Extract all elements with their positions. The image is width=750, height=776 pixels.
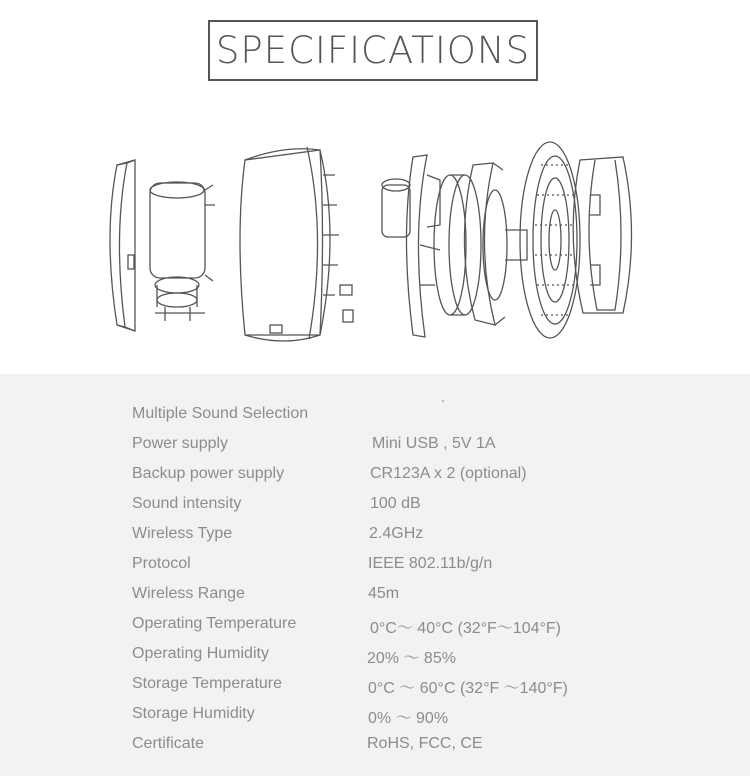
title-box [208, 20, 538, 81]
spec-label: Storage Humidity [132, 705, 255, 722]
spec-value: 0°C ～ 60°C (32°F ～140°F) [368, 680, 568, 697]
spec-label: Multiple Sound Selection [132, 405, 309, 422]
spec-row [132, 461, 652, 491]
spec-row [132, 701, 652, 731]
spec-value: 45m [368, 585, 400, 602]
spec-value: IEEE 802.11b/g/n [368, 555, 493, 572]
spec-row [132, 581, 652, 611]
spec-label: Wireless Type [132, 525, 233, 542]
spec-value: 100 dB [370, 495, 421, 512]
spec-value: Mini USB , 5V 1A [372, 435, 496, 452]
spec-label: Backup power supply [132, 465, 285, 482]
spec-row [132, 491, 652, 521]
spec-label: Operating Temperature [132, 615, 297, 632]
spec-row [132, 551, 652, 581]
spec-value: 0% ～ 90% [368, 710, 449, 727]
spec-value: 20% ～ 85% [367, 650, 456, 667]
spec-row [132, 611, 652, 641]
spec-value: RoHS, FCC, CE [367, 735, 483, 752]
spec-row [132, 731, 652, 761]
spec-label: Certificate [132, 735, 205, 752]
spec-row [132, 431, 652, 461]
spec-value: CR123A x 2 (optional) [370, 465, 527, 482]
page-title: SPECIFICATIONS [215, 29, 531, 72]
spec-row [132, 641, 652, 671]
spec-value: 2.4GHz [369, 525, 424, 542]
spec-label: Protocol [132, 555, 191, 572]
exploded-device-icon [95, 135, 650, 350]
spec-row [132, 671, 652, 701]
spec-label: Sound intensity [132, 495, 242, 512]
spec-value: 0°C～ 40°C (32°F～104°F) [370, 620, 561, 637]
header-section [0, 0, 750, 374]
spec-label: Wireless Range [132, 585, 245, 602]
spec-row [132, 521, 652, 551]
spec-label: Power supply [132, 435, 229, 452]
spec-row [132, 401, 652, 431]
spec-label: Storage Temperature [132, 675, 283, 692]
spec-label: Operating Humidity [132, 645, 269, 662]
spec-list [132, 401, 652, 761]
